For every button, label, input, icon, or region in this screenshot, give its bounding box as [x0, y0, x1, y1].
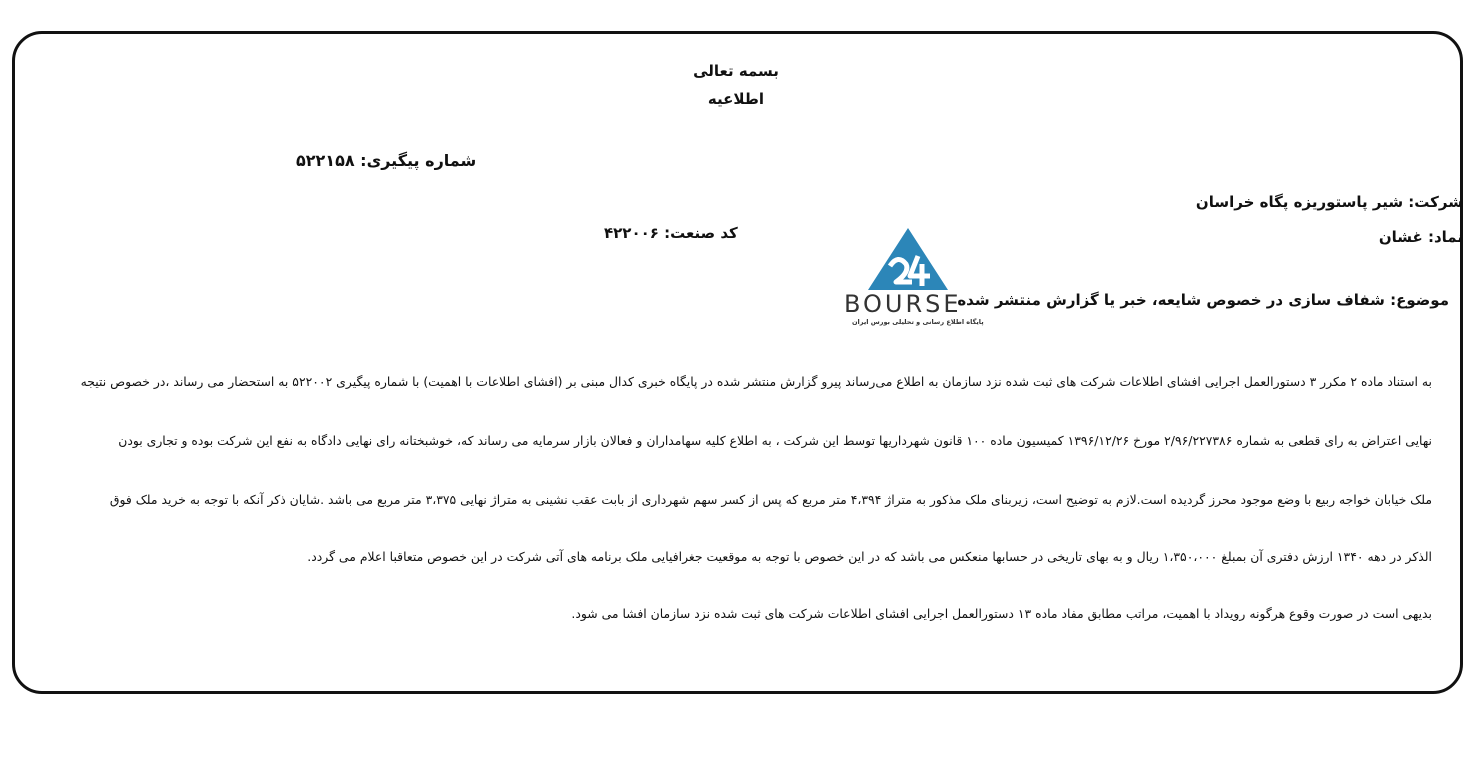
body-line-2: نهایی اعتراض به رای قطعی به شماره ۲/۹۶/۲۲۷۳۸۶ مورخ ۱۳۹۶/۱۲/۲۶ کمیسیون ماده ۱۰۰ قانون شهرداریها توسط این شرکت ، به اطلاع کلیه سهامداران و فعالان بازار سرمایه می رساند که، خوشبختانه رای نهایی دادگاه به نفع این شرکت بوده و تجاری بودن — [118, 433, 1432, 448]
company-name: شرکت: شیر پاستوریزه پگاه خراسان — [1195, 193, 1463, 211]
document-frame — [12, 31, 1463, 694]
basmala-heading: بسمه تعالی — [693, 62, 779, 80]
notice-heading: اطلاعیه — [707, 90, 765, 108]
body-line-4: الذکر در دهه ۱۳۴۰ ارزش دفتری آن بمبلغ ۱،۳۵۰،۰۰۰ ریال و به بهای تاریخی در حسابها منعکس می باشد که در این خصوص با توجه به موقعیت جغرافیایی ملک برنامه های آتی شرکت در این خصوص متعاقبا اعلام می گردد. — [307, 549, 1432, 564]
body-line-1: به استناد ماده ۲ مکرر ۳ دستورالعمل اجرایی افشای اطلاعات شرکت های ثبت شده نزد سازمان به اطلاع می‌رساند پیرو گزارش منتشر شده در پایگاه خبری کدال مبنی بر (افشای اطلاعات با اهمیت) با شماره پیگیری ۵۲۲۰۰۲ به استحضار می رساند ،در خصوص نتیجه — [80, 374, 1432, 389]
body-line-5: بدیهی است در صورت وقوع هرگونه رویداد با اهمیت، مراتب مطابق مفاد ماده ۱۳ دستورالعمل اجرایی افشای اطلاعات شرکت های ثبت شده نزد سازمان افشا می شود. — [571, 606, 1432, 621]
logo-word: BOURSE — [844, 290, 962, 318]
tracking-number: شماره پیگیری: ۵۲۲۱۵۸ — [296, 151, 477, 170]
bourse-logo — [838, 226, 984, 330]
company-symbol: نماد: غشان — [1378, 228, 1463, 246]
subject-line: موضوع: شفاف سازی در خصوص شایعه، خبر یا گزارش منتشر شده — [957, 291, 1449, 309]
industry-code: کد صنعت: ۴۲۲۰۰۶ — [604, 224, 738, 242]
logo-tagline: پایگاه اطلاع رسانی و تحلیلی بورس ایران — [852, 318, 984, 326]
body-line-3: ملک خیابان خواجه ربیع با وضع موجود محرز گردیده است.لازم به توضیح است، زیربنای ملک مذکور به متراژ ۴،۳۹۴ متر مربع که پس از کسر سهم شهرداری از بابت عقب نشینی به متراژ نهایی ۳،۳۷۵ متر مربع می باشد .شایان ذکر آنکه با توجه به خرید ملک فوق — [109, 492, 1432, 507]
